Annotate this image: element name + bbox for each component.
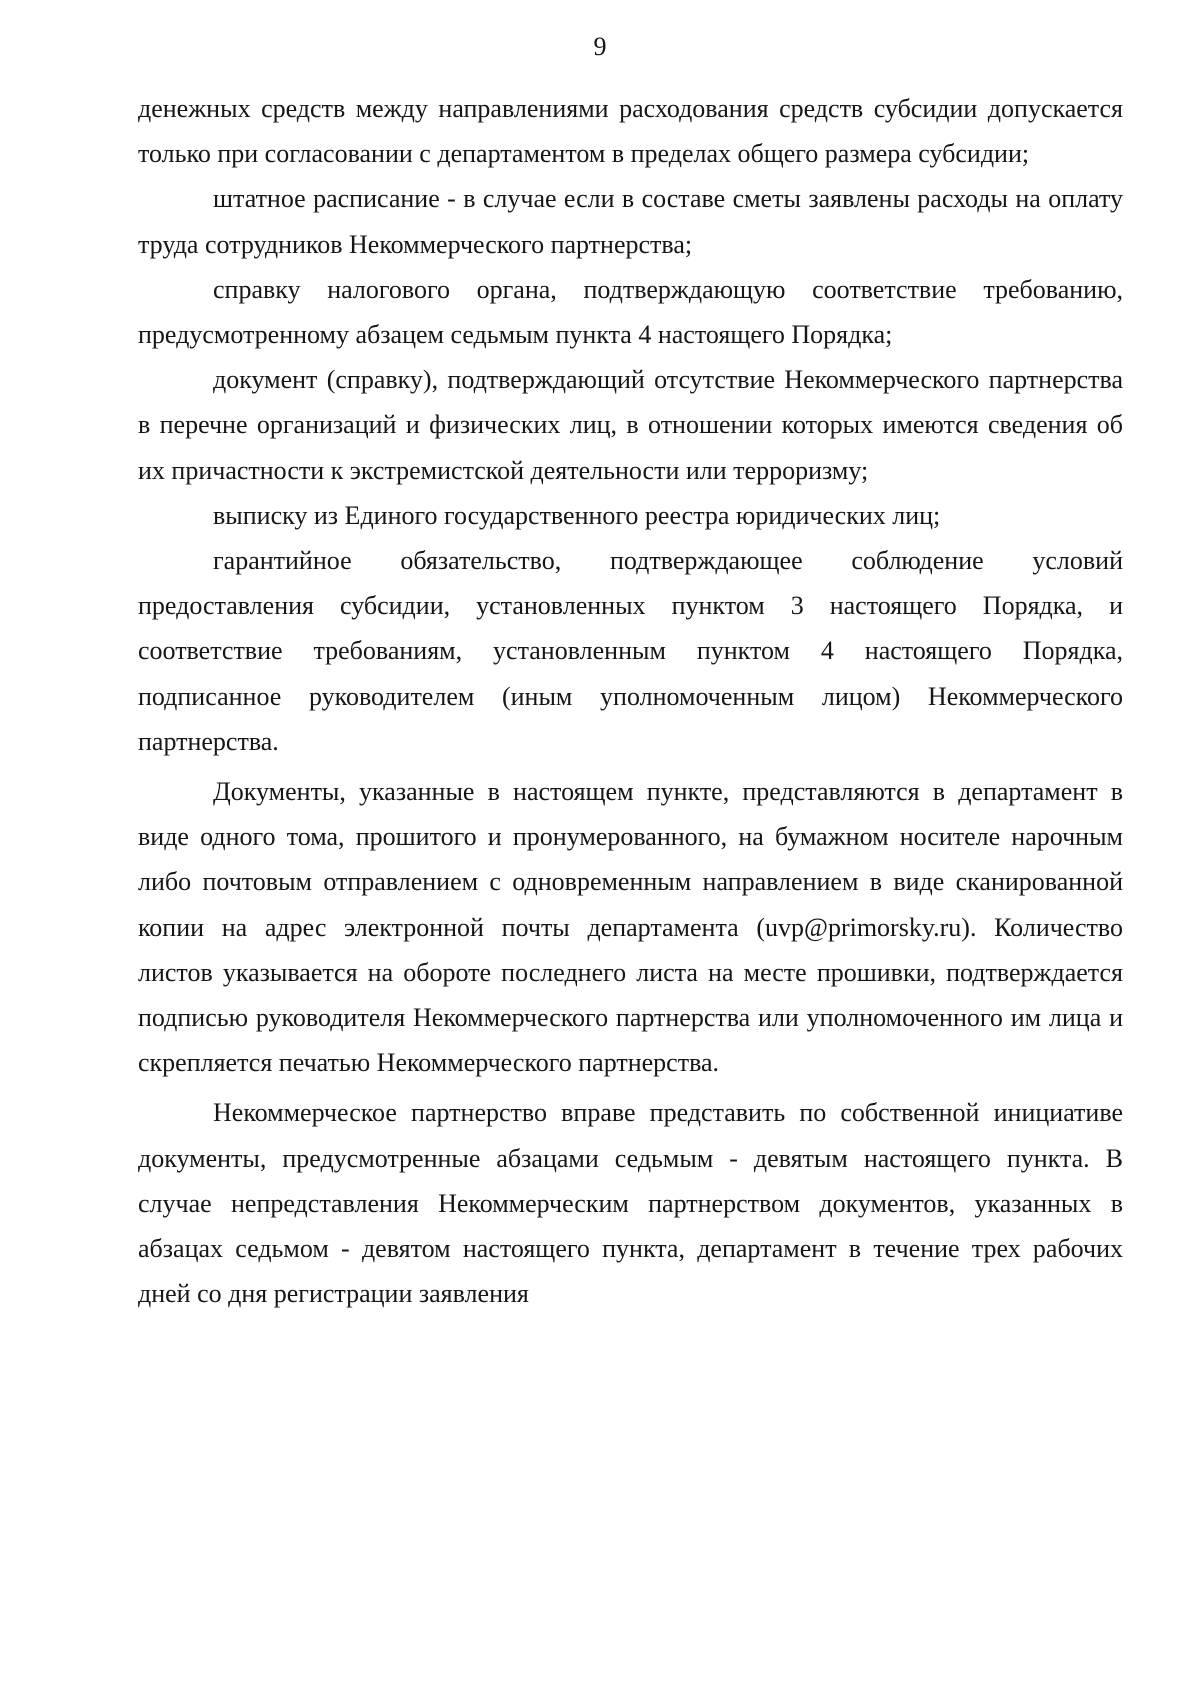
paragraph-guarantee-obligation: гарантийное обязательство, подтверждающее соблюдение условий предоставления субсидии, установленных пунктом 3 настоящего Порядка, и соответствие требованиям, установленным пунктом 4 настоящего Порядка, подписанное руководителем (иным уполномоченным лицом) Некоммерческого партнерства. <box>138 546 1123 756</box>
paragraph-own-initiative: Некоммерческое партнерство вправе представить по собственной инициативе документы, предусмотренные абзацами седьмым - девятым настоящего пункта. В случае непредставления Некоммерческим партнерством документов, указанных в абзацах седьмом - девятом настоящего пункта, департамент в течение трех рабочих дней со дня регистрации заявления <box>138 1098 1123 1309</box>
paragraph-continuation: денежных средств между направлениями расходования средств субсидии допускается только при согласовании с департаментом в пределах общего размера субсидии; <box>138 94 1123 169</box>
paragraph-staff-schedule: штатное расписание - в случае если в составе сметы заявлены расходы на оплату труда сотрудников Некоммерческого партнерства; <box>138 184 1123 259</box>
paragraph-submission-procedure: Документы, указанные в настоящем пункте, представляются в департамент в виде одного тома, прошитого и пронумерованного, на бумажном носителе нарочным либо почтовым отправлением с одновременным направлением в виде сканированной копии на адрес электронной почты департамента (uvp@primorsky.ru). Количество листов указывается на обороте последнего листа на месте прошивки, подтверждается подписью руководителя Некоммерческого партнерства или уполномоченного им лица и скрепляется печатью Некоммерческого партнерства. <box>138 777 1123 1078</box>
document-body <box>138 86 1123 1316</box>
paragraph-tax-certificate: справку налогового органа, подтверждающую соответствие требованию, предусмотренному абзацем седьмым пункта 4 настоящего Порядка; <box>138 274 1123 350</box>
paragraph-registry-extract: выписку из Единого государственного реестра юридических лиц; <box>213 500 941 530</box>
paragraph-extremism-certificate: документ (справку), подтверждающий отсутствие Некоммерческого партнерства в перечне организаций и физических лиц, в отношении которых имеются сведения об их причастности к экстремистской деятельности или терроризму; <box>138 365 1123 485</box>
page-number: 9 <box>593 32 607 61</box>
